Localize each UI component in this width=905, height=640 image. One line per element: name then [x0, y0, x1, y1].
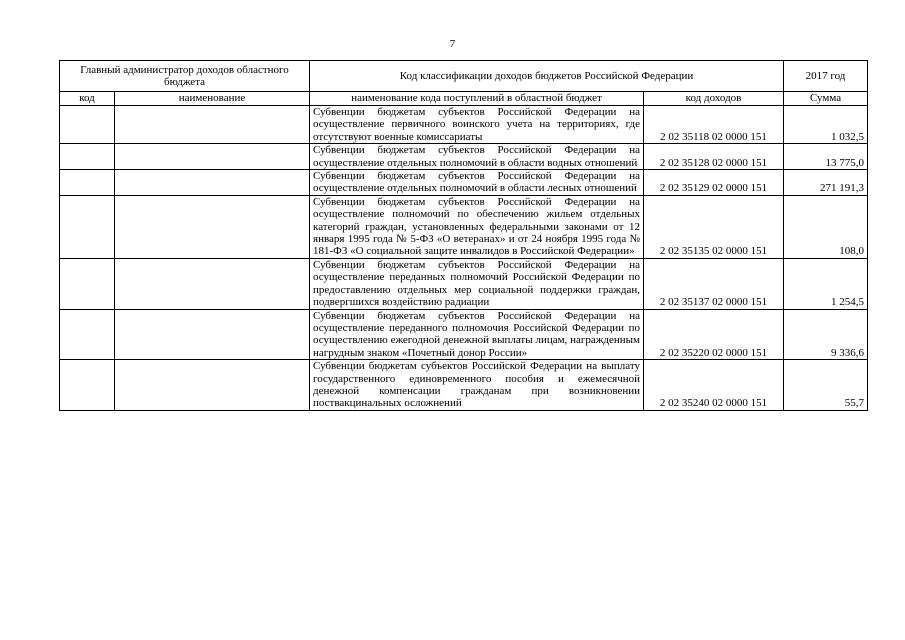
row-admin-code: [60, 106, 115, 144]
row-admin-code: [60, 170, 115, 196]
row-amount: 13 775,0: [784, 144, 868, 170]
row-receipt-name: Субвенции бюджетам субъектов Российской Федерации на осуществление отдельных полномочий в области водных отношений: [310, 144, 644, 170]
row-receipt-name: Субвенции бюджетам субъектов Российской Федерации на осуществление переданных полномочий Российской Федерации по предоставлению отдельных мер социальной поддержки граждан, подвергшихся воздействию радиации: [310, 258, 644, 309]
table-row: [60, 258, 868, 309]
row-receipt-name: Субвенции бюджетам субъектов Российской Федерации на осуществление отдельных полномочий в области лесных отношений: [310, 170, 644, 196]
row-income-code: 2 02 35240 02 0000 151: [644, 360, 784, 411]
table-row: [60, 106, 868, 144]
header-row-group: [60, 61, 868, 92]
row-income-code: 2 02 35135 02 0000 151: [644, 195, 784, 258]
header-col-amount: Сумма: [784, 92, 868, 106]
row-receipt-name: Субвенции бюджетам субъектов Российской Федерации на осуществление первичного воинского учета на территориях, где отсутствуют военные комиссариаты: [310, 106, 644, 144]
header-admin-group: Главный администратор доходов областного бюджета: [60, 61, 310, 92]
header-row-columns: [60, 92, 868, 106]
header-col-receipt-name: наименование кода поступлений в областной бюджет: [310, 92, 644, 106]
row-admin-code: [60, 195, 115, 258]
table-body: [60, 61, 868, 411]
header-year-group: 2017 год: [784, 61, 868, 92]
page-number: 7: [449, 38, 456, 50]
row-admin-code: [60, 360, 115, 411]
row-admin-name: [115, 309, 310, 360]
row-income-code: 2 02 35118 02 0000 151: [644, 106, 784, 144]
row-admin-name: [115, 106, 310, 144]
row-admin-name: [115, 195, 310, 258]
row-admin-code: [60, 258, 115, 309]
row-income-code: 2 02 35129 02 0000 151: [644, 170, 784, 196]
row-amount: 271 191,3: [784, 170, 868, 196]
table-row: [60, 170, 868, 196]
row-amount: 9 336,6: [784, 309, 868, 360]
table-row: [60, 144, 868, 170]
table-row: [60, 195, 868, 258]
row-receipt-name: Субвенции бюджетам субъектов Российской Федерации на осуществление переданного полномочия Российской Федерации по осуществлению ежегодной денежной выплаты лицам, награжденным нагрудным знаком «Почетный донор России»: [310, 309, 644, 360]
row-income-code: 2 02 35220 02 0000 151: [644, 309, 784, 360]
row-receipt-name: Субвенции бюджетам субъектов Российской Федерации на осуществление полномочий по обеспечению жильем отдельных категорий граждан, установленных федеральными законами от 12 января 1995 года № 5-ФЗ «О ветеранах» и от 24 ноября 1995 года № 181-ФЗ «О социальной защите инвалидов в Российской Федерации»: [310, 195, 644, 258]
table-row: [60, 309, 868, 360]
row-amount: 1 254,5: [784, 258, 868, 309]
row-admin-name: [115, 170, 310, 196]
row-receipt-name: Субвенции бюджетам субъектов Российской Федерации на выплату государственного единовременного пособия и ежемесячной денежной компенсации гражданам при возникновении поствакцинальных осложнений: [310, 360, 644, 411]
row-income-code: 2 02 35128 02 0000 151: [644, 144, 784, 170]
row-admin-code: [60, 309, 115, 360]
row-income-code: 2 02 35137 02 0000 151: [644, 258, 784, 309]
header-col-name: наименование: [115, 92, 310, 106]
table-row: [60, 360, 868, 411]
row-admin-name: [115, 144, 310, 170]
row-admin-code: [60, 144, 115, 170]
row-admin-name: [115, 258, 310, 309]
header-col-income-code: код доходов: [644, 92, 784, 106]
row-amount: 108,0: [784, 195, 868, 258]
header-col-code: код: [60, 92, 115, 106]
row-amount: 1 032,5: [784, 106, 868, 144]
row-amount: 55,7: [784, 360, 868, 411]
budget-income-table: [59, 60, 868, 411]
row-admin-name: [115, 360, 310, 411]
header-classification-group: Код классификации доходов бюджетов Российской Федерации: [310, 61, 784, 92]
